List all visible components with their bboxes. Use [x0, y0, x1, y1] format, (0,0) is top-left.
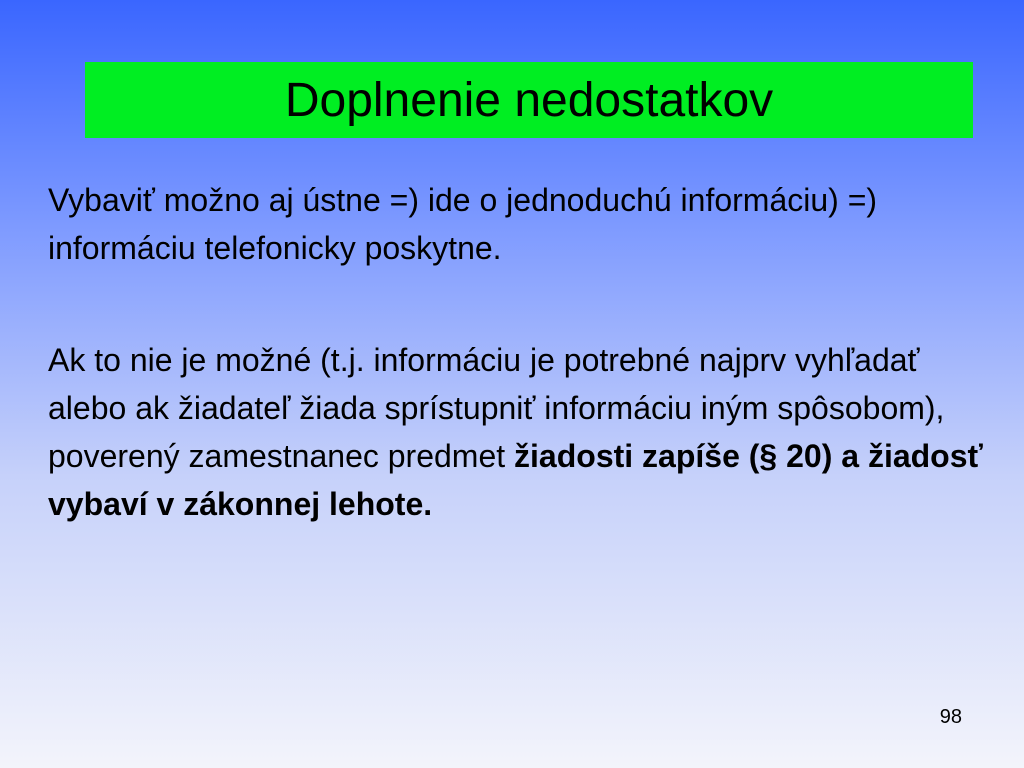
slide-title: Doplnenie nedostatkov: [284, 74, 774, 127]
paragraph-2: [48, 336, 988, 528]
title-banner: [85, 62, 973, 138]
page-number: 98: [939, 706, 962, 728]
paragraph-2-bold-text: žiadosti zapíše (§ 20) a žiadosť vybaví v zákonnej lehote.: [48, 438, 983, 522]
paragraph-2-normal-text: Ak to nie je možné (t.j. informáciu je potrebné najprv vyhľadať alebo ak žiadateľ žiada sprístupniť informáciu iným spôsobom), poverený zamestnanec predmet: [48, 342, 945, 474]
paragraph-1: Vybaviť možno aj ústne =) ide o jednoduchú informáciu) =) informáciu telefonicky poskytne.: [48, 182, 878, 266]
